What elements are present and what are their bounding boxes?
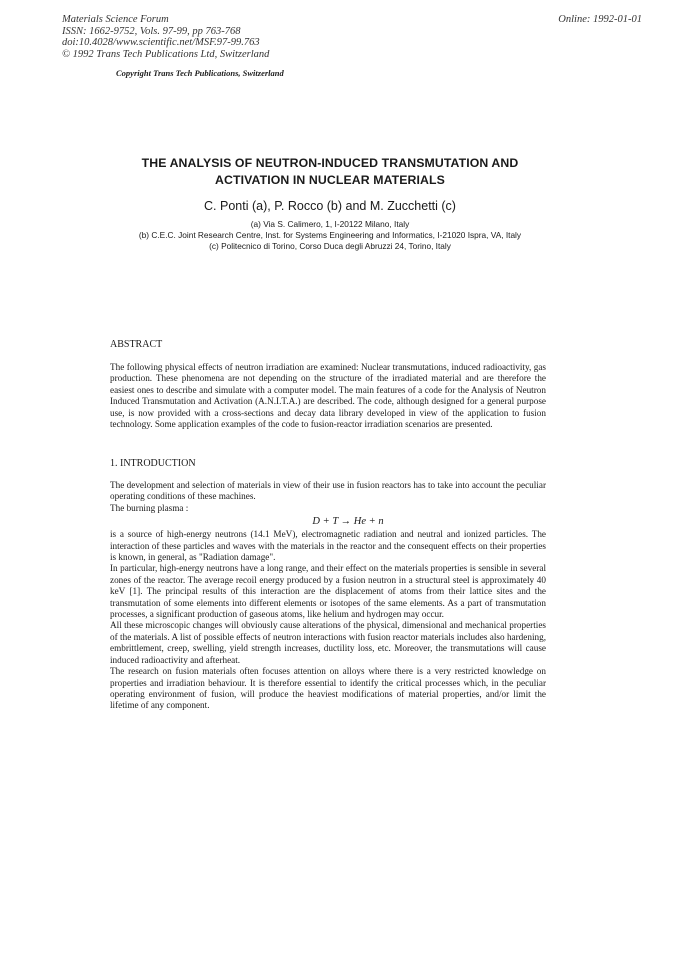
journal-name: Materials Science Forum (62, 14, 169, 25)
journal-issn: ISSN: 1662-9752, Vols. 97-99, pp 763-768 (62, 25, 241, 37)
introduction-heading: 1. INTRODUCTION (110, 458, 196, 469)
abstract-text: The following physical effects of neutron irradiation are examined: Nuclear transmutations, induced radioactivity, gas production. These phenomena are not depending on the structure of the irradiated material and are therefore the easiest ones to describe and simulate with a computer model. The main features of a code for the Analysis of Neutron Induced Transmutation and Activation (A.N.I.T.A.) are described. The code, although designed for a general purpose use, is now provided with a cross-sections and decay data library developed in view of the application to fusion technology. Some application examples of the code to fusion-reactor irradiation scenarios are presented. (110, 362, 546, 430)
paper-authors: C. Ponti (a), P. Rocco (b) and M. Zucchetti (c) (204, 199, 456, 213)
affiliation-c: (c) Politecnico di Torino, Corso Duca degli Abruzzi 24, Torino, Italy (209, 241, 451, 251)
intro-paragraph: The research on fusion materials often focuses attention on alloys where there is a very restricted knowledge on properties and irradiation behaviour. It is therefore essential to identify the critical processes which, in the peculiar operating environment of fusion, will produce the heaviest modifications of material properties, and/or limit the lifetime of any component. (110, 666, 546, 711)
paper-title (100, 155, 560, 189)
intro-paragraph: All these microscopic changes will obviously cause alterations of the physical, dimensional and mechanical properties of the materials. A list of possible effects of neutron interactions with fusion reactor materials includes also hardening, embrittlement, creep, swelling, yield strength increases, ductility loss, etc. Moreover, the transmutations will cause induced radioactivity and afterheat. (110, 620, 546, 665)
abstract-body (110, 362, 546, 430)
intro-paragraph: is a source of high-energy neutrons (14.1 MeV), electromagnetic radiation and neutral and ionized particles. The interaction of these particles and waves with the materials in the reactor and the consequent effects on their properties is known, in general, as "Radiation damage". (110, 529, 546, 563)
intro-paragraph: The burning plasma : (110, 502, 189, 513)
journal-info (62, 14, 269, 60)
abstract-heading: ABSTRACT (110, 339, 163, 350)
intro-paragraph: In particular, high-energy neutrons have a long range, and their effect on the materials properties is sensible in several zones of the reactor. The average recoil energy produced by a fusion neutron in a structural steel is approximately 40 keV [1]. The principal results of this interaction are the displacement of atoms from their lattice sites and the transmutation of some elements into different elements or isotopes of the same elements. As a part of transmutation processes, a significant production of gaseous atoms, like helium and hydrogen may occur. (110, 563, 546, 620)
affiliation-b: (b) C.E.C. Joint Research Centre, Inst. for Systems Engineering and Informatics, I-21020 Ispra, VA, Italy (138, 230, 522, 240)
online-date: Online: 1992-01-01 (558, 14, 642, 25)
copyright-notice: Copyright Trans Tech Publications, Switzerland (116, 68, 284, 78)
paper-title-line-2: ACTIVATION IN NUCLEAR MATERIALS (215, 173, 445, 187)
affiliation-a: (a) Via S. Calimero, 1, I-20122 Milano, Italy (250, 219, 410, 229)
introduction-body (110, 480, 546, 712)
paper-title-line-1: THE ANALYSIS OF NEUTRON-INDUCED TRANSMUTATION AND (141, 156, 519, 170)
intro-paragraph: The development and selection of materials in view of their use in fusion reactors has to take into account the peculiar operating conditions of these machines. (110, 480, 546, 502)
reaction-formula: D + T → He + n (312, 516, 384, 528)
journal-doi: doi:10.4028/www.scientific.net/MSF.97-99.763 (62, 37, 260, 48)
journal-copyright: © 1992 Trans Tech Publications Ltd, Switzerland (62, 48, 270, 60)
